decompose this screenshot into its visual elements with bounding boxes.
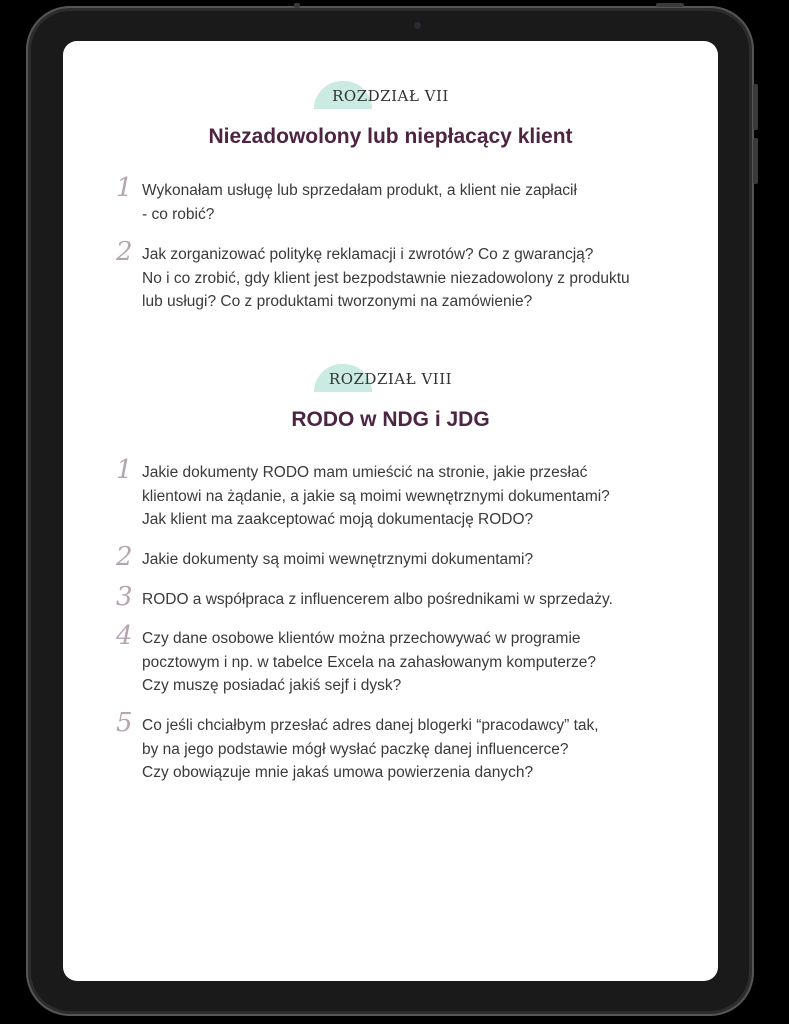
list-item bbox=[116, 542, 682, 572]
item-text: Jakie dokumenty RODO mam umieścić na stronie, jakie przesłać bbox=[142, 464, 588, 481]
item-text: Czy muszę posiadać jakiś sejf i dysk? bbox=[142, 677, 402, 694]
chapter-label: ROZDZIAŁ VII bbox=[332, 87, 449, 105]
item-text: Jak zorganizować politykę reklamacji i zwrotów? Co z gwarancją? bbox=[142, 246, 594, 263]
item-text: by na jego podstawie mógł wysłać paczkę danej influencerce? bbox=[142, 740, 569, 758]
top-button-left bbox=[294, 3, 300, 8]
list-item bbox=[116, 582, 682, 612]
chapter-label: ROZDZIAŁ VIII bbox=[328, 370, 453, 388]
item-text: No i co zrobić, gdy klient jest bezpodstawnie niezadowolony z produktu bbox=[142, 269, 630, 287]
item-text: Czy dane osobowe klientów można przechowywać w programie bbox=[142, 630, 581, 647]
list-item bbox=[116, 708, 682, 785]
list-item bbox=[116, 173, 682, 226]
item-number: 5 bbox=[116, 708, 133, 738]
side-button-1 bbox=[753, 84, 758, 130]
item-text: lub usługi? Co z produktami tworzonymi na zamówienie? bbox=[142, 293, 533, 310]
item-number: 2 bbox=[116, 542, 133, 572]
item-number: 3 bbox=[116, 582, 133, 612]
item-text: Czy obowiązuje mnie jakaś umowa powierzenia danych? bbox=[142, 764, 534, 781]
item-text: Jak klient ma zaakceptować moją dokumentację RODO? bbox=[142, 511, 534, 528]
item-text: RODO a współpraca z influencerem albo pośrednikami w sprzedaży. bbox=[142, 591, 613, 608]
item-text: Co jeśli chciałbym przesłać adres danej blogerki “pracodawcy” tak, bbox=[142, 717, 599, 734]
item-number: 4 bbox=[116, 621, 133, 651]
item-number: 1 bbox=[116, 455, 133, 485]
chapter-title: RODO w NDG i JDG bbox=[291, 408, 490, 431]
top-button-right bbox=[656, 3, 684, 7]
camera-dot bbox=[414, 22, 421, 29]
item-text: pocztowym i np. w tabelce Excela na zahasłowanym komputerze? bbox=[142, 653, 597, 671]
item-number: 1 bbox=[116, 173, 133, 203]
document-page bbox=[63, 41, 718, 981]
chapter-title: Niezadowolony lub niepłacący klient bbox=[208, 125, 573, 148]
item-number: 2 bbox=[116, 237, 133, 267]
item-text: Jakie dokumenty są moimi wewnętrznymi dokumentami? bbox=[142, 551, 534, 568]
side-button-2 bbox=[753, 138, 758, 184]
item-text: klientowi na żądanie, a jakie są moimi wewnętrznymi dokumentami? bbox=[142, 487, 610, 505]
list-item bbox=[116, 455, 682, 532]
list-item bbox=[116, 237, 682, 314]
item-text: Wykonałam usługę lub sprzedałam produkt, a klient nie zapłacił bbox=[142, 182, 577, 199]
list-item bbox=[116, 621, 682, 698]
item-text: - co robić? bbox=[142, 205, 215, 223]
